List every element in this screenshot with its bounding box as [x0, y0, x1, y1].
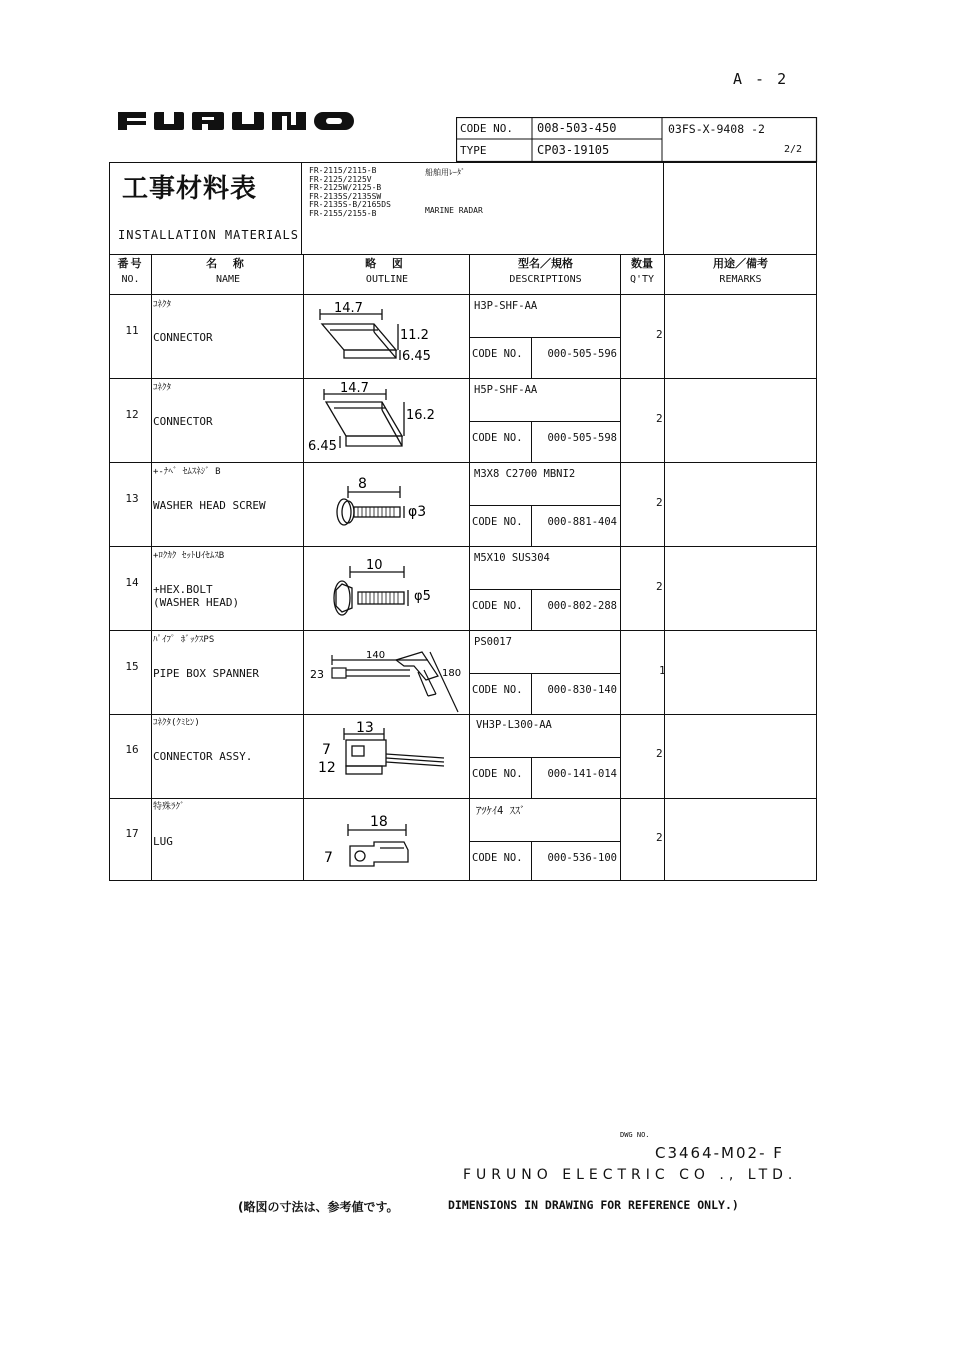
page-number: A - 2 [733, 70, 789, 88]
model-item: FR-2125W/2125-B [309, 183, 382, 192]
row-number: 16 [125, 743, 139, 756]
row-number: 11 [125, 324, 139, 337]
furuno-logo [118, 110, 356, 132]
dimension-label: 14.7 [340, 381, 369, 396]
connector-drawing [304, 380, 470, 462]
code-no-label: CODE NO. [472, 432, 523, 444]
item-quantity: 2 [656, 496, 663, 509]
dimension-label: 180 [442, 668, 462, 679]
code-no-label: CODE NO. [472, 600, 523, 612]
spanner-drawing [304, 632, 470, 714]
dimension-label: φ5 [414, 589, 431, 604]
type-value: CP03-19105 [537, 143, 610, 157]
lug-drawing [304, 800, 470, 882]
item-code-no: 000-830-140 [547, 684, 617, 696]
model-item: FR-2155/2155-B [309, 208, 377, 218]
item-name-english: CONNECTOR [153, 331, 213, 344]
item-name-japanese: 特殊ﾗｸﾞ [153, 802, 185, 812]
item-quantity: 2 [656, 831, 663, 844]
col-header-qty: 数量 Q'TY [629, 257, 655, 285]
item-quantity: 2 [656, 328, 663, 341]
item-quantity: 2 [656, 412, 663, 425]
row-number: 14 [125, 576, 139, 589]
footnote-japanese: (略図の寸法は、参考値です。 [238, 1200, 399, 1214]
dimension-label: 14.7 [334, 301, 363, 316]
code-no-label: CODE NO. [472, 768, 523, 780]
connector-assy-drawing [304, 716, 470, 798]
dimension-label: 16.2 [406, 408, 435, 423]
item-name-english: CONNECTOR [153, 415, 213, 428]
dimension-label: 11.2 [400, 328, 429, 343]
title-english: INSTALLATION MATERIALS [118, 228, 299, 242]
item-name-japanese: ｺﾈｸﾀ [153, 300, 172, 310]
code-no-label: CODE NO. [472, 348, 523, 360]
item-description: M3X8 C2700 MBNI2 [474, 468, 576, 480]
dimension-label: 6.45 [402, 349, 431, 364]
item-code-no: 000-505-598 [547, 432, 617, 444]
item-description: H5P-SHF-AA [474, 384, 538, 396]
item-description: ｱﾂｹｲ4 ｽｽﾞ [476, 805, 526, 817]
dimension-label: 13 [356, 720, 374, 736]
row-number: 15 [125, 660, 139, 673]
drawing-number: C3464-M02- F [655, 1144, 784, 1162]
item-name-english: WASHER HEAD SCREW [153, 499, 266, 512]
item-name-english: LUG [153, 835, 173, 848]
code-no-label: CODE NO. [472, 852, 523, 864]
col-header-remarks: 用途／備考 REMARKS [713, 257, 768, 285]
item-code-no: 000-881-404 [547, 516, 617, 528]
usage-japanese: 船舶用ﾚｰﾀﾞ [425, 168, 465, 177]
model-item: FR-2135S-B/2165DS [309, 200, 391, 209]
dimension-label: 12 [318, 760, 336, 776]
hex-bolt-drawing [304, 548, 470, 630]
col-header-name: 名 称 NAME [206, 257, 250, 285]
dimension-label: φ3 [408, 504, 427, 520]
dimension-label: 8 [358, 476, 367, 492]
dimension-label: 7 [324, 850, 333, 866]
item-quantity: 2 [656, 747, 663, 760]
code-box [456, 117, 816, 162]
item-name-english: PIPE BOX SPANNER [153, 667, 259, 680]
item-name-japanese: ﾊﾟｲﾌﾟ ﾎﾞｯｸｽPS [153, 635, 215, 645]
col-header-outline: 略 図 OUTLINE [365, 257, 409, 285]
item-quantity: 2 [656, 580, 663, 593]
drawing-number-label: DWG NO. [620, 1131, 650, 1139]
model-item: FR-2115/2115-B [309, 166, 377, 175]
col-header-no: 番号 NO. [117, 257, 144, 285]
dimension-label: 6.45 [308, 439, 337, 454]
item-name-japanese: +-ﾅﾍﾞ ｾﾑｽﾈｼﾞ B [153, 467, 221, 477]
item-name-english: +HEX.BOLT (WASHER HEAD) [153, 583, 240, 609]
item-description: M5X10 SUS304 [474, 552, 550, 564]
sheet-number: 2/2 [784, 144, 803, 155]
item-description: VH3P-L300-AA [476, 719, 552, 731]
item-code-no: 000-505-596 [547, 348, 617, 360]
item-name-japanese: ｺﾈｸﾀ(ｸﾐﾋﾝ) [153, 718, 200, 728]
usage-english: MARINE RADAR [425, 206, 483, 215]
dimension-label: 10 [366, 558, 383, 573]
connector-drawing [304, 296, 470, 378]
model-item: FR-2135S/2135SW [309, 191, 382, 201]
footnote-english: DIMENSIONS IN DRAWING FOR REFERENCE ONLY.) [448, 1198, 739, 1212]
item-quantity: 1 [659, 664, 666, 677]
item-description: H3P-SHF-AA [474, 300, 538, 312]
item-code-no: 000-141-014 [547, 768, 617, 780]
row-number: 13 [125, 492, 139, 505]
company-name: FURUNO ELECTRIC CO ., LTD. [463, 1167, 798, 1183]
code-no-label: CODE NO. [460, 122, 513, 135]
dimension-label: 23 [310, 668, 324, 681]
item-code-no: 000-536-100 [547, 852, 617, 864]
dimension-label: 7 [322, 742, 331, 758]
model-list [309, 167, 391, 218]
type-label: TYPE [460, 144, 487, 157]
dimension-label: 140 [366, 650, 386, 661]
code-no-label: CODE NO. [472, 684, 523, 696]
doc-ref: 03FS-X-9408 -2 [668, 122, 765, 136]
row-number: 17 [125, 827, 139, 840]
row-number: 12 [125, 408, 139, 421]
model-item: FR-2125/2125V [309, 174, 372, 184]
code-no-label: CODE NO. [472, 516, 523, 528]
item-description: PS0017 [474, 636, 512, 648]
col-header-descriptions: 型名／規格 DESCRIPTIONS [509, 257, 582, 285]
code-no-value: 008-503-450 [537, 121, 617, 135]
item-name-japanese: ｺﾈｸﾀ [153, 383, 172, 393]
item-name-english: CONNECTOR ASSY. [153, 750, 253, 763]
item-name-japanese: +ﾛｸｶｸ ｾｯﾄUｲｾﾑｽB [153, 551, 225, 561]
screw-drawing [304, 464, 470, 546]
item-code-no: 000-802-288 [547, 600, 617, 612]
title-japanese: 工事材料表 [122, 174, 258, 204]
dimension-label: 18 [370, 814, 388, 830]
